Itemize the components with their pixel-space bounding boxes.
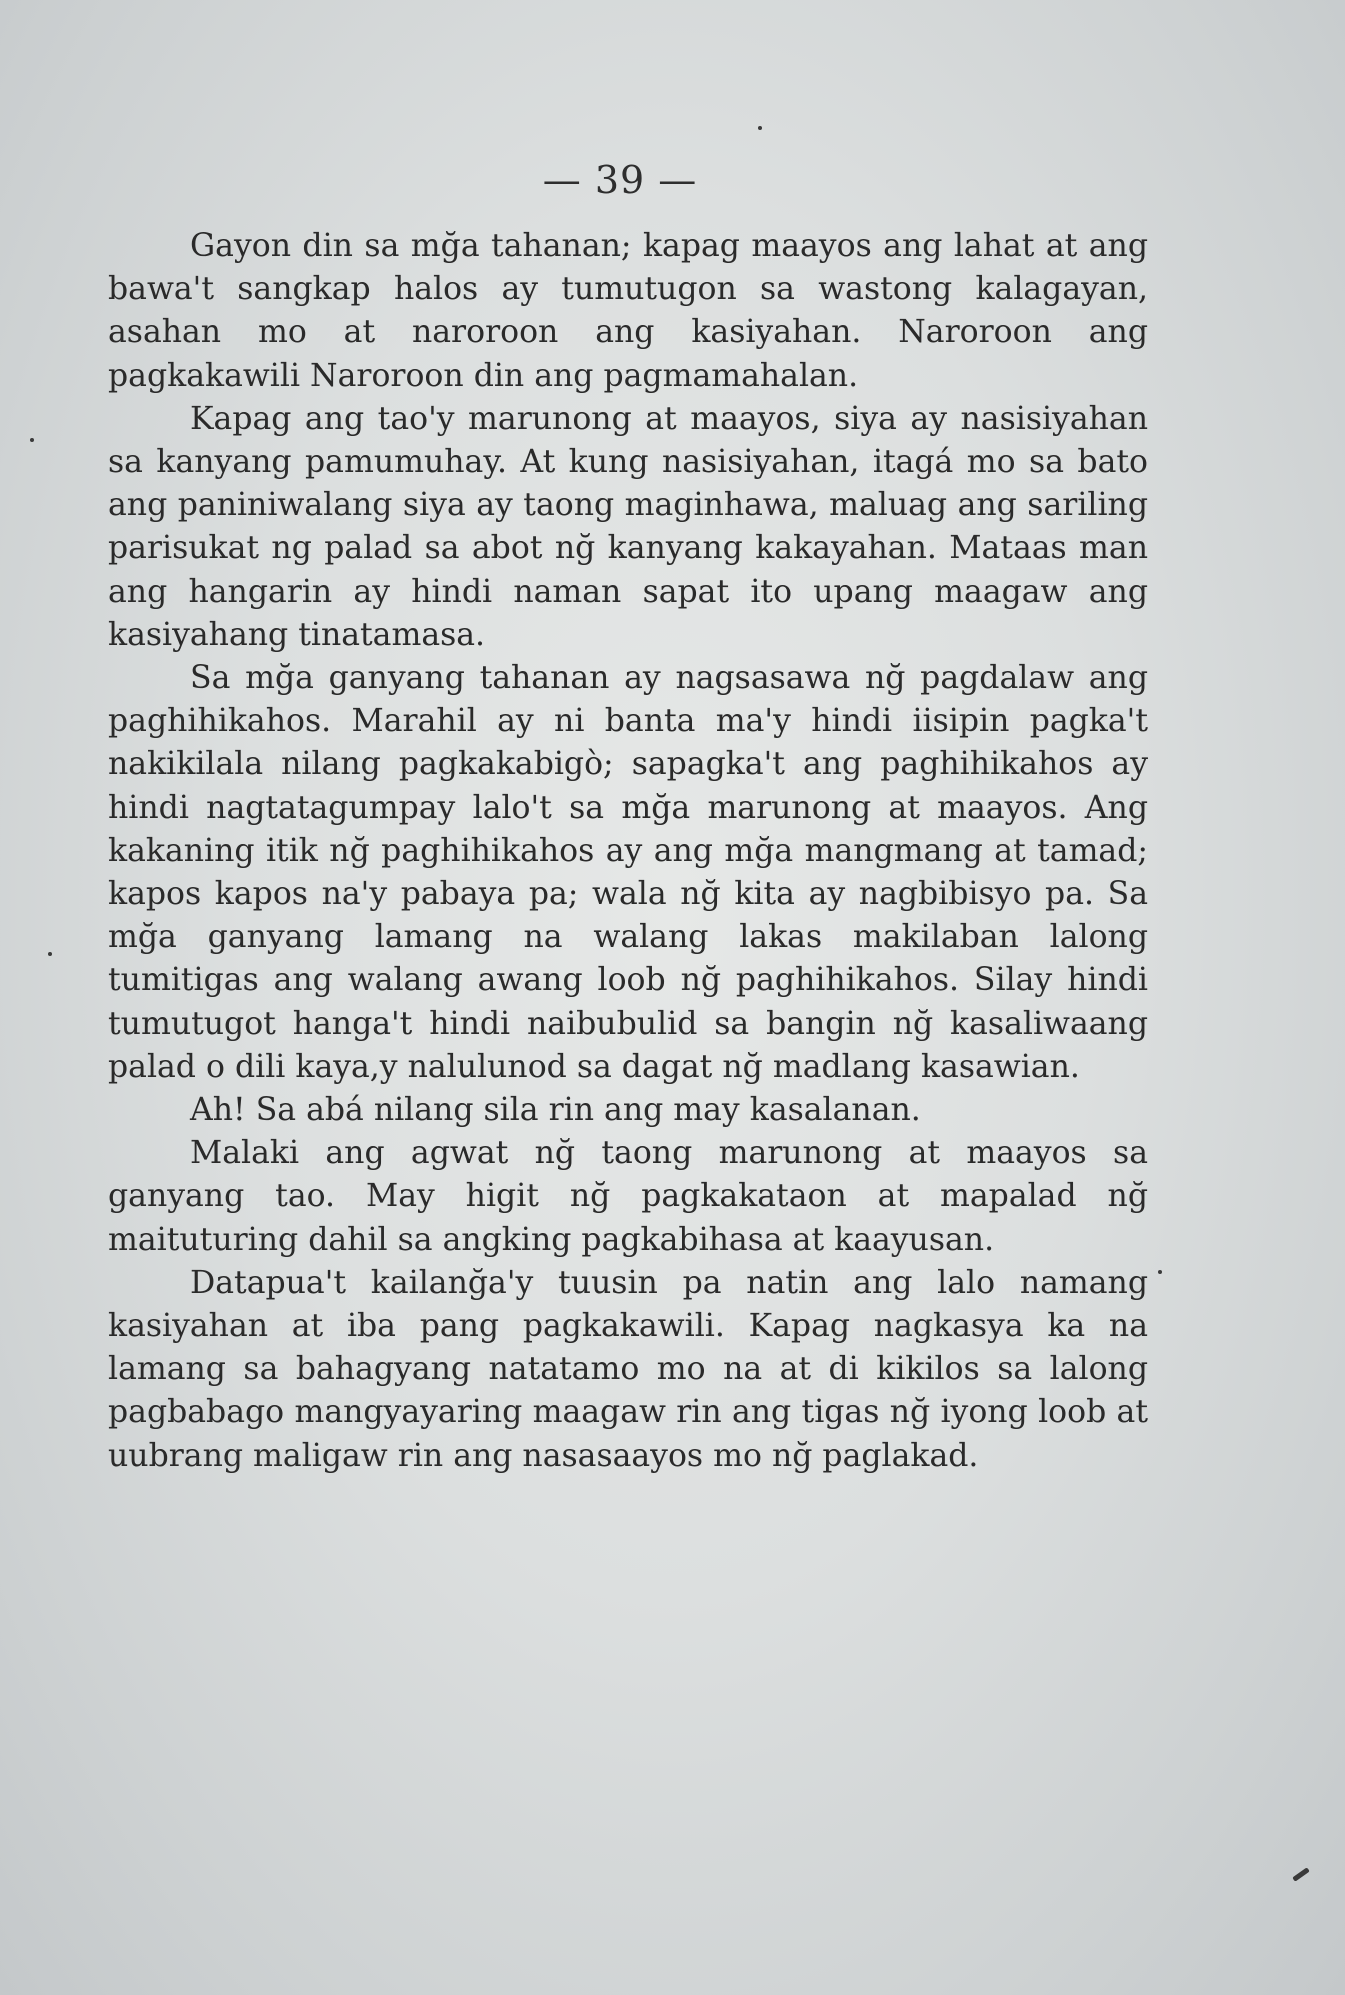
- paragraph-2: Kapag ang tao'y marunong at maayos, siya ay nasisiyahan sa kanyang pamumuhay. At kung nasisiyahan, itagá mo sa bato ang paniniwalang siya ay taong maginhawa, maluag ang sariling parisukat ng palad sa abot nğ kanyang kakayahan. Mataas man ang hangarin ay hindi naman sapat ito upang maagaw ang kasiyahang tinatamasa.: [108, 400, 1148, 653]
- paragraph-1: Gayon din sa mğa tahanan; kapag maayos ang lahat at ang bawa't sangkap halos ay tumutugon sa wastong kalagayan, asahan mo at naroroon ang kasiyahan. Naroroon ang pagkakawili Naroroon din ang pagmamahalan.: [108, 228, 1148, 394]
- paragraph-4: Ah! Sa abá nilang sila rin ang may kasalanan.: [190, 1092, 921, 1129]
- print-speck: [30, 438, 34, 442]
- paragraph-3: Sa mğa ganyang tahanan ay nagsasawa nğ pagdalaw ang paghihikahos. Marahil ay ni banta ma'y hindi iisipin pagka't nakikilala nilang pagkakabigò; sapagka't ang paghihikahos ay hindi nagtatagumpay lalo't sa mğa marunong at maayos. Ang kakaning itik nğ paghihikahos ay ang mğa mangmang at tamad; kapos kapos na'y pabaya pa; wala nğ kita ay nagbibisyo pa. Sa mğa ganyang lamang na walang lakas makilaban lalong tumitigas ang walang awang loob nğ paghihikahos. Silay hindi tumutugot hanga't hindi naibubulid sa bangin nğ kasaliwaang palad o dili kaya,y nalulunod sa dagat nğ madlang kasawian.: [108, 660, 1148, 1085]
- print-speck: [48, 952, 52, 956]
- print-speck: [758, 126, 762, 130]
- paragraph-6: Datapua't kailanğa'y tuusin pa natin ang lalo namang kasiyahan at iba pang pagkakawili. Kapag nagkasya ka na lamang sa bahagyang natatamo mo na at di kikilos sa lalong pagbabago mangyayaring maagaw rin ang tigas nğ iyong loob at uubrang maligaw rin ang nasasaayos mo nğ paglakad.: [108, 1264, 1148, 1474]
- paragraph-5: Malaki ang agwat nğ taong marunong at maayos sa ganyang tao. May higit nğ pagkakataon at mapalad nğ maituturing dahil sa angking pagkabihasa at kaayusan.: [108, 1135, 1148, 1258]
- print-speck: [1158, 1270, 1162, 1274]
- page-number: — 39 —: [542, 158, 698, 202]
- print-speck: [1292, 1867, 1310, 1881]
- body-text: [108, 225, 1148, 1478]
